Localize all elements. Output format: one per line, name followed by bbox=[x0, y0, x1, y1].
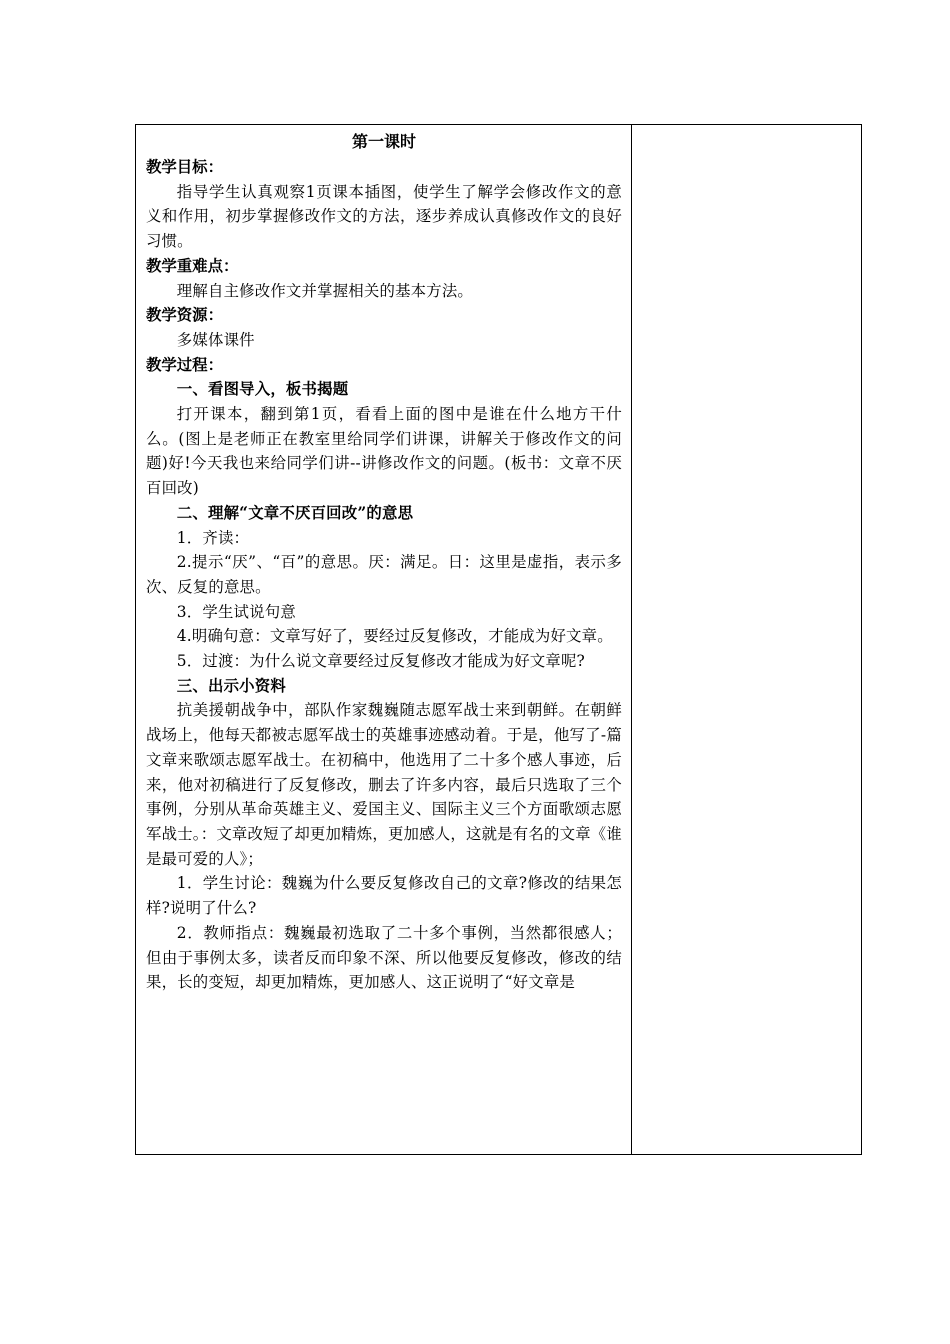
section2-item: 3．学生试说句意 bbox=[176, 602, 296, 621]
process-label: 教学过程： bbox=[146, 355, 223, 374]
objectives-text: 指导学生认真观察1页课本插图，使学生了解学会修改作文的意义和作用，初步掌握修改作文的方法，逐步养成认真修改作文的良好习惯。 bbox=[146, 182, 622, 251]
difficulties-label: 教学重难点： bbox=[146, 256, 239, 275]
section3-text: 抗美援朝战争中，部队作家魏巍随志愿军战士来到朝鲜。在朝鲜战场上，他每天都被志愿军战士的英雄事迹感动着。于是，他写了-篇文章来歌颂志愿军战士。在初稿中，他选用了二十多个感人事迹，后来，他对初稿进行了反复修改，删去了许多内容，最后只选取了三个事例，分别从革命英雄主义、爱国主义、国际主义三个方面歌颂志愿军战士。：文章改短了却更加精炼，更加感人，这就是有名的文章《谁是最可爱的人》； bbox=[146, 701, 622, 868]
lesson-plan-table bbox=[135, 124, 862, 1155]
section1-heading: 一、看图导入，板书揭题 bbox=[176, 380, 349, 399]
section1-text: 打开课本，翻到第1页，看看上面的图中是谁在什么地方干什么。(图上是老师正在教室里给同学们讲课，讲解关于修改作文的问题)好!今天我也来给同学们讲--讲修改作文的问题。(板书：文章不厌百回改) bbox=[146, 405, 622, 498]
resources-label: 教学资源： bbox=[146, 306, 223, 325]
difficulties-text: 理解自主修改作文并掌握相关的基本方法。 bbox=[176, 281, 474, 300]
section2-item: 1．齐读： bbox=[176, 528, 250, 547]
section3-heading: 三、出示小资料 bbox=[176, 676, 286, 695]
section3-item: 1．学生讨论：魏巍为什么要反复修改自己的文章?修改的结果怎样?说明了什么? bbox=[146, 874, 622, 918]
section3-item: 2．教师指点：魏巍最初选取了二十多个事例，当然都很感人；但由于事例太多，读者反而印象不深、所以他要反复修改，修改的结果，长的变短，却更加精炼，更加感人、这正说明了“好文章是 bbox=[146, 923, 622, 992]
section2-item: 5．过渡：为什么说文章要经过反复修改才能成为好文章呢? bbox=[176, 652, 586, 671]
section2-heading: 二、理解“文章不厌百回改”的意思 bbox=[176, 503, 414, 522]
objectives-label: 教学目标： bbox=[146, 158, 223, 176]
notes-cell bbox=[632, 125, 861, 1154]
resources-text: 多媒体课件 bbox=[176, 330, 255, 349]
section2-item: 2.提示“厌”、“百”的意思。厌：满足。日：这里是虚指，表示多次、反复的意思。 bbox=[146, 553, 622, 596]
section2-item: 4.明确句意：文章写好了，要经过反复修改，才能成为好文章。 bbox=[176, 627, 613, 646]
lesson-content-cell bbox=[136, 125, 632, 1154]
lesson-title: 第一课时 bbox=[351, 132, 416, 151]
